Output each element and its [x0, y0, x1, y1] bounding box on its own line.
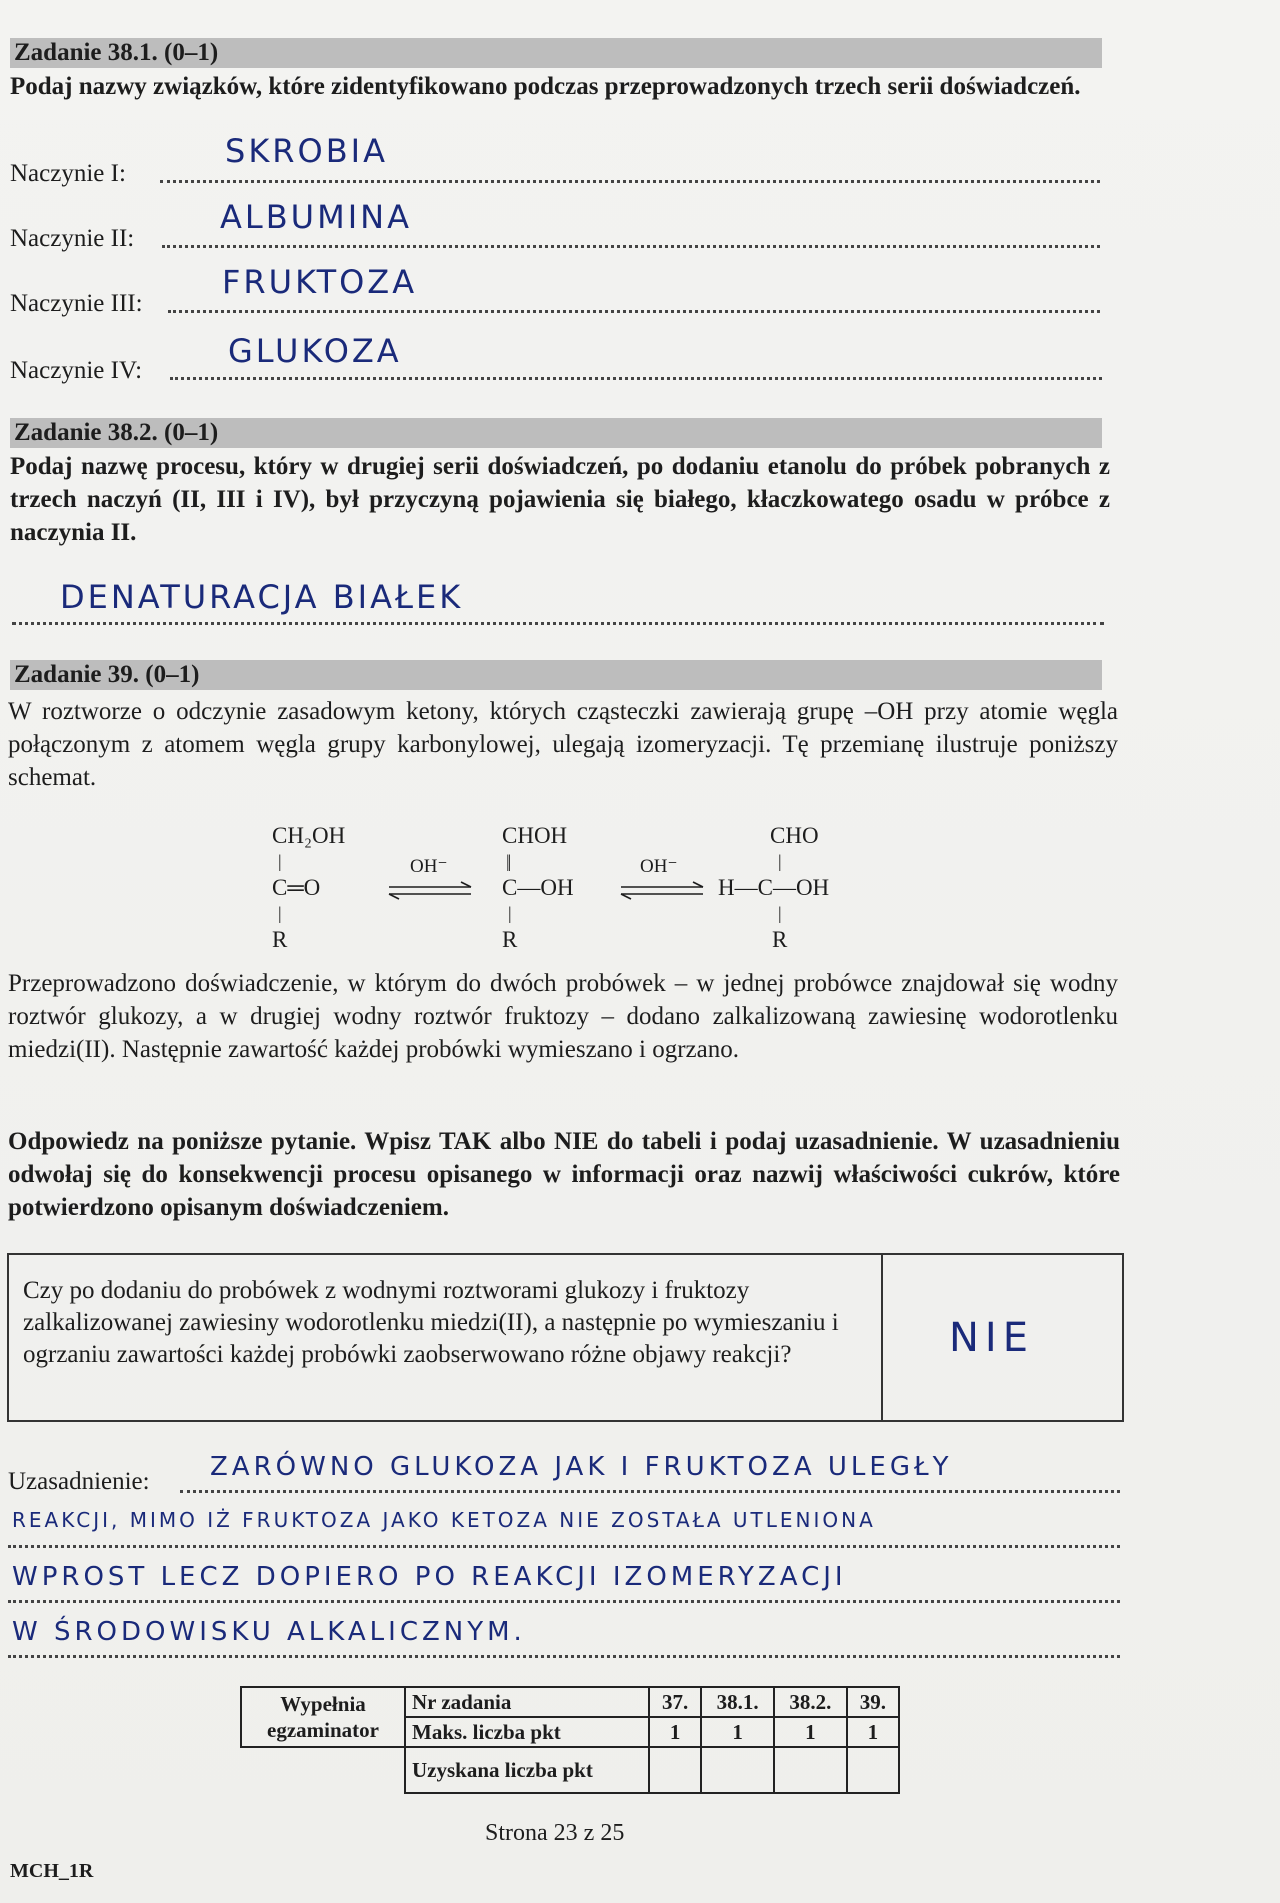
page-number: Strona 23 z 25	[485, 1820, 625, 1846]
m3-mid: H—C—OH	[718, 875, 830, 900]
vessel-3-answer: FRUKTOZA	[222, 263, 418, 301]
task-39-header: Zadanie 39. (0–1)	[10, 660, 1102, 690]
task-number: 37.	[649, 1687, 701, 1717]
vessel-2-answer-line	[162, 245, 1100, 248]
max-points: 1	[649, 1717, 701, 1747]
justification-line-3	[8, 1600, 1120, 1603]
m2-bond-bot: |	[508, 903, 512, 923]
arrow-1-label: OH⁻	[410, 856, 448, 877]
question-table	[7, 1253, 1124, 1422]
justification-line-1	[180, 1490, 1120, 1493]
m1-bond-bot: |	[278, 903, 282, 923]
equilibrium-arrow-2-icon	[617, 881, 707, 901]
m3-top: CHO	[770, 823, 819, 848]
task-38-2-answer-line	[12, 622, 1104, 625]
vessel-2-label: Naczynie II:	[10, 225, 135, 252]
obtained-points-label: Uzyskana liczba pkt	[405, 1747, 649, 1793]
obtained-points-cell[interactable]	[701, 1747, 774, 1793]
equilibrium-arrow-1-icon	[385, 881, 475, 901]
vessel-1-label: Naczynie I:	[10, 160, 126, 187]
m1-mid: C═O	[272, 875, 321, 900]
question-text: Czy po dodaniu do probówek z wodnymi roztworami glukozy i fruktozy zalkalizowanej zawiesiny wodorotlenku miedzi(II), a następnie po wymieszaniu i ogrzaniu zawartości każdej probówki zaobserwowano różne objawy reakcji?	[9, 1255, 883, 1420]
task-38-2-instruction: Podaj nazwę procesu, który w drugiej serii doświadczeń, po dodaniu etanolu do próbek pobranych z trzech naczyń (II, III i IV), był przyczyną pojawienia się białego, kłaczkowatego osadu w próbce z naczynia II.	[10, 453, 1110, 546]
vessel-4-answer: GLUKOZA	[228, 332, 402, 370]
justification-text-1: ZARÓWNO GLUKOZA JAK I FRUKTOZA ULEGŁY	[210, 1452, 953, 1482]
task-38-2-header: Zadanie 38.2. (0–1)	[10, 418, 1102, 448]
exam-code: MCH_1R	[10, 1860, 94, 1882]
vessel-4-label: Naczynie IV:	[10, 357, 143, 384]
m1-bot: R	[272, 927, 288, 952]
justification-text-2: REAKCJI, MIMO IŻ FRUKTOZA JAKO KETOZA NIE ZOSTAŁA UTLENIONA	[12, 1508, 876, 1532]
question-answer: NIE	[949, 1315, 1034, 1361]
max-points: 1	[774, 1717, 847, 1747]
examiner-empty-cell	[241, 1747, 405, 1793]
max-points-label: Maks. liczba pkt	[405, 1717, 649, 1747]
m3-bond-bot: |	[778, 903, 782, 923]
task-number: 39.	[847, 1687, 899, 1717]
obtained-points-cell[interactable]	[774, 1747, 847, 1793]
m3-bond-top: |	[778, 851, 782, 871]
examiner-label: Wypełnia egzaminator	[241, 1687, 405, 1747]
task-39-intro: W roztworze o odczynie zasadowym ketony, których cząsteczki zawierają grupę –OH przy atomie węgla połączonym z atomem węgla grupy karbonylowej, ulegają izomeryzacji. Tę przemianę ilustruje poniższy schemat.	[8, 698, 1118, 791]
vessel-3-answer-line	[168, 310, 1100, 313]
vessel-1-answer-line	[160, 180, 1100, 183]
justification-line-2	[8, 1545, 1120, 1548]
obtained-points-cell[interactable]	[649, 1747, 701, 1793]
vessel-2-answer: ALBUMINA	[220, 198, 412, 236]
m2-bot: R	[502, 927, 518, 952]
examiner-score-table	[240, 1686, 900, 1794]
task-38-1-header: Zadanie 38.1. (0–1)	[10, 38, 1102, 68]
task-number: 38.1.	[701, 1687, 774, 1717]
m2-top: CHOH	[502, 823, 568, 848]
task-number-label: Nr zadania	[405, 1687, 649, 1717]
max-points: 1	[847, 1717, 899, 1747]
isomerization-scheme	[0, 815, 1280, 965]
answer-cell	[889, 1255, 1124, 1420]
task-38-1-instruction: Podaj nazwy związków, które zidentyfikowano podczas przeprowadzonych trzech serii doświadczeń.	[10, 73, 1081, 100]
m1-top: CH₂OH	[272, 823, 346, 848]
vessel-4-answer-line	[170, 377, 1102, 380]
max-points: 1	[701, 1717, 774, 1747]
m3-bot: R	[772, 927, 788, 952]
obtained-points-cell[interactable]	[847, 1747, 899, 1793]
vessel-1-answer: SKROBIA	[225, 132, 388, 170]
justification-text-4: W ŚRODOWISKU ALKALICZNYM.	[12, 1617, 526, 1647]
m1-bond-top: |	[278, 851, 282, 871]
m2-bond-top: ||	[506, 851, 510, 871]
vessel-3-label: Naczynie III:	[10, 290, 143, 317]
arrow-2-label: OH⁻	[640, 856, 678, 877]
task-number: 38.2.	[774, 1687, 847, 1717]
task-38-2-answer: DENATURACJA BIAŁEK	[60, 578, 464, 616]
m2-mid: C—OH	[502, 875, 574, 900]
task-39-experiment: Przeprowadzono doświadczenie, w którym do dwóch probówek – w jednej probówce znajdował się wodny roztwór glukozy, a w drugiej wodny roztwór fruktozy – dodano zalkalizowaną zawiesinę wodorotlenku miedzi(II). Następnie zawartość każdej probówki wymieszano i ogrzano.	[8, 970, 1118, 1063]
justification-label: Uzasadnienie:	[8, 1468, 150, 1495]
justification-line-4	[8, 1655, 1120, 1658]
justification-text-3: WPROST LECZ DOPIERO PO REAKCJI IZOMERYZACJI	[12, 1562, 847, 1592]
task-39-instruction: Odpowiedz na poniższe pytanie. Wpisz TAK albo NIE do tabeli i podaj uzasadnienie. W uzasadnieniu odwołaj się do konsekwencji procesu opisanego w informacji oraz nazwij właściwości cukrów, które potwierdzono opisanym doświadczeniem.	[8, 1128, 1120, 1221]
